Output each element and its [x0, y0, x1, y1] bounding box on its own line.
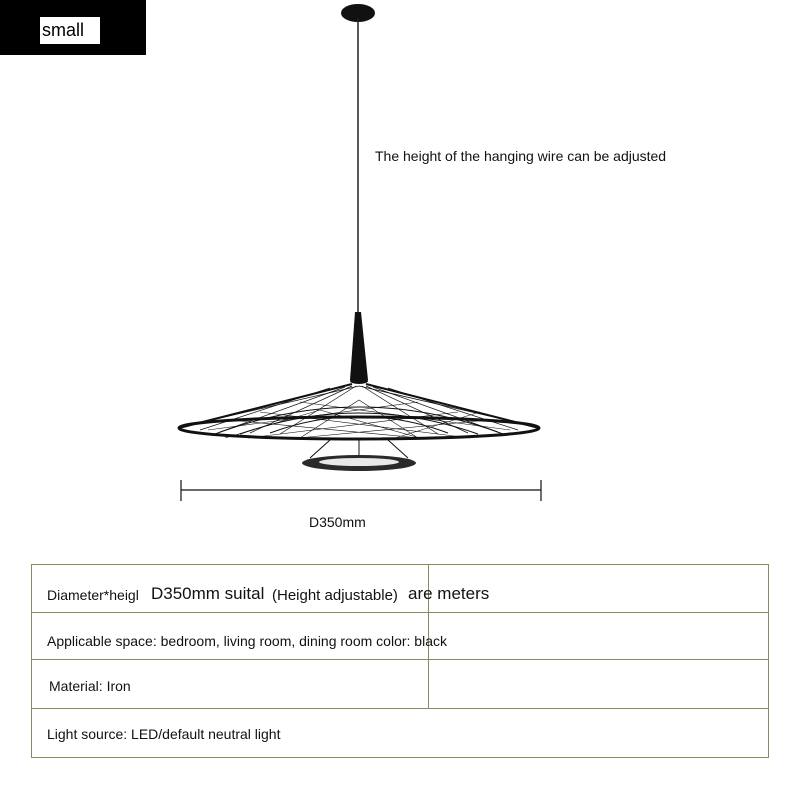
spec-size-tail: are meters: [408, 584, 490, 603]
spec-size-note: (Height adjustable): [272, 587, 398, 604]
spec-material-text: Material: Iron: [49, 678, 131, 694]
spec-row-space: [32, 613, 768, 660]
spec-size-label: Diameter*heigl: [47, 587, 139, 603]
spec-row-size: [32, 565, 768, 613]
spec-space-text: Applicable space: bedroom, living room, dining room color: black: [47, 633, 447, 649]
spec-size-value: D350mm suital: [151, 584, 265, 603]
diameter-label: D350mm: [309, 514, 366, 530]
wire-height-note: The height of the hanging wire can be adjusted: [375, 148, 667, 164]
column-divider: [428, 660, 429, 708]
spec-light-text: Light source: LED/default neutral light: [47, 726, 281, 742]
spec-row-material: [32, 660, 768, 709]
wire-shade: [179, 384, 539, 458]
dimension-line: [181, 480, 541, 501]
spec-row-light-source: [32, 709, 768, 758]
size-label: small: [40, 17, 100, 44]
cone-connector: [350, 312, 368, 380]
spec-table: [31, 564, 769, 758]
